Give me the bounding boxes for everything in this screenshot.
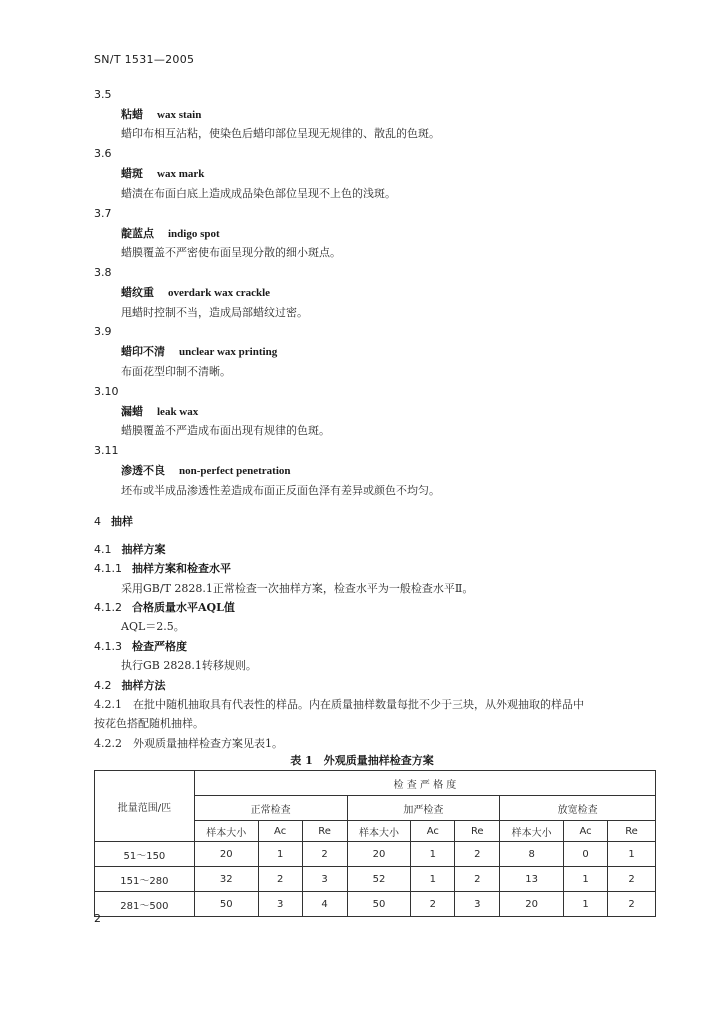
table-subheader: 样本大小: [347, 821, 411, 842]
term-definition: 布面花型印制不清晰。: [121, 365, 231, 378]
table-row: [95, 892, 656, 917]
paragraph: 4.2.1 在批中随机抽取具有代表性的样品。内在质量抽样数量每批不少于三块，从外观抽取的样品中: [94, 698, 584, 711]
table-group-header: 加严检查: [347, 796, 500, 821]
table-group-header: 正常检查: [194, 796, 347, 821]
term-cn: 粘蜡: [121, 108, 143, 121]
term-cn: 漏蜡: [121, 405, 143, 418]
table-strictness-header: 检 查 严 格 度: [194, 771, 655, 796]
table-cell: 52: [347, 867, 411, 892]
table-cell: 0: [564, 842, 608, 867]
term-heading: [121, 345, 277, 359]
term-cn: 靛蓝点: [121, 227, 154, 240]
table-cell: 151～280: [95, 867, 195, 892]
table-cell: 2: [608, 892, 656, 917]
table-header-row: [95, 771, 656, 796]
term-number: 3.5: [94, 88, 112, 101]
term-heading: [121, 167, 204, 181]
term-definition: 蜡膜覆盖不严密使布面呈现分散的细小斑点。: [121, 246, 341, 259]
page-number: 2: [94, 912, 101, 925]
table-cell: 4: [302, 892, 347, 917]
term-heading: [121, 286, 270, 300]
term-definition: 蜡印布相互沾粘，使染色后蜡印部位呈现无规律的、散乱的色斑。: [121, 127, 440, 140]
table-subheader: Ac: [411, 821, 455, 842]
table-cell: 13: [500, 867, 564, 892]
table-row: [95, 867, 656, 892]
paragraph: 执行GB 2828.1转移规则。: [121, 659, 257, 672]
table-cell: 3: [455, 892, 500, 917]
term-cn: 蜡斑: [121, 167, 143, 180]
term-cn: 渗透不良: [121, 464, 165, 477]
table-cell: 32: [194, 867, 258, 892]
paragraph: 采用GB/T 2828.1正常检查一次抽样方案，检查水平为一般检查水平Ⅱ。: [121, 582, 474, 595]
term-en: non-perfect penetration: [179, 465, 291, 477]
table-cell: 2: [455, 867, 500, 892]
table-cell: 1: [411, 842, 455, 867]
term-heading: [121, 405, 198, 419]
term-number: 3.8: [94, 266, 112, 279]
term-heading: [121, 464, 291, 478]
section-heading: 4.1 抽样方案: [94, 543, 166, 556]
paragraph: AQL＝2.5。: [121, 620, 185, 633]
table-subheader: Re: [455, 821, 500, 842]
table-cell: 20: [500, 892, 564, 917]
term-number: 3.10: [94, 385, 119, 398]
table-cell: 20: [194, 842, 258, 867]
table-row: [95, 842, 656, 867]
table-cell: 2: [455, 842, 500, 867]
term-en: overdark wax crackle: [168, 287, 271, 299]
table-subheader: Ac: [564, 821, 608, 842]
term-heading: [121, 227, 220, 241]
table-cell: 50: [347, 892, 411, 917]
term-number: 3.9: [94, 325, 112, 338]
term-en: indigo spot: [168, 228, 220, 240]
table-subheader: Re: [302, 821, 347, 842]
table-cell: 2: [411, 892, 455, 917]
table-group-header: 放宽检查: [500, 796, 656, 821]
table-cell: 1: [608, 842, 656, 867]
term-cn: 蜡印不清: [121, 345, 165, 358]
term-number: 3.6: [94, 147, 112, 160]
section-heading: 4.1.3 检查严格度: [94, 640, 187, 653]
term-cn: 蜡纹重: [121, 286, 154, 299]
table-cell: 1: [564, 867, 608, 892]
paragraph: 4.2.2 外观质量抽样检查方案见表1。: [94, 737, 283, 750]
table-cell: 3: [302, 867, 347, 892]
term-definition: 坯布或半成品渗透性差造成布面正反面色泽有差异或颜色不均匀。: [121, 484, 440, 497]
table-cell: 2: [608, 867, 656, 892]
term-number: 3.7: [94, 207, 112, 220]
section-heading: 4.2 抽样方法: [94, 679, 166, 692]
table-cell: 20: [347, 842, 411, 867]
paragraph: 按花色搭配随机抽样。: [94, 717, 204, 730]
sampling-table: [94, 770, 656, 917]
table-cell: 1: [258, 842, 302, 867]
term-en: leak wax: [157, 406, 199, 418]
term-en: unclear wax printing: [179, 346, 278, 358]
table-cell: 1: [411, 867, 455, 892]
table-subheader: 样本大小: [500, 821, 564, 842]
table-subheader: 样本大小: [194, 821, 258, 842]
table-cell: 50: [194, 892, 258, 917]
table-cell: 2: [258, 867, 302, 892]
term-heading: [121, 108, 201, 122]
term-definition: 蜡渍在布面白底上造成成品染色部位呈现不上色的浅斑。: [121, 187, 396, 200]
table-subheader: Ac: [258, 821, 302, 842]
table-cell: 281～500: [95, 892, 195, 917]
term-en: wax stain: [157, 109, 202, 121]
table-cell: 3: [258, 892, 302, 917]
term-number: 3.11: [94, 444, 119, 457]
table-cell: 1: [564, 892, 608, 917]
table-cell: 8: [500, 842, 564, 867]
table-cell: 2: [302, 842, 347, 867]
table-stub-header: 批量范围/匹: [95, 771, 195, 842]
table-caption: 表 1 外观质量抽样检查方案: [290, 754, 434, 767]
section-heading: 4.1.2 合格质量水平AQL值: [94, 601, 235, 614]
section-heading: 4.1.1 抽样方案和检查水平: [94, 562, 231, 575]
table-subheader: Re: [608, 821, 656, 842]
document-header: SN/T 1531—2005: [94, 53, 195, 66]
term-en: wax mark: [157, 168, 205, 180]
term-definition: 蜡膜覆盖不严造成布面出现有规律的色斑。: [121, 424, 330, 437]
section-heading: 4 抽样: [94, 515, 133, 528]
table-cell: 51～150: [95, 842, 195, 867]
term-definition: 甩蜡时控制不当，造成局部蜡纹过密。: [121, 306, 308, 319]
